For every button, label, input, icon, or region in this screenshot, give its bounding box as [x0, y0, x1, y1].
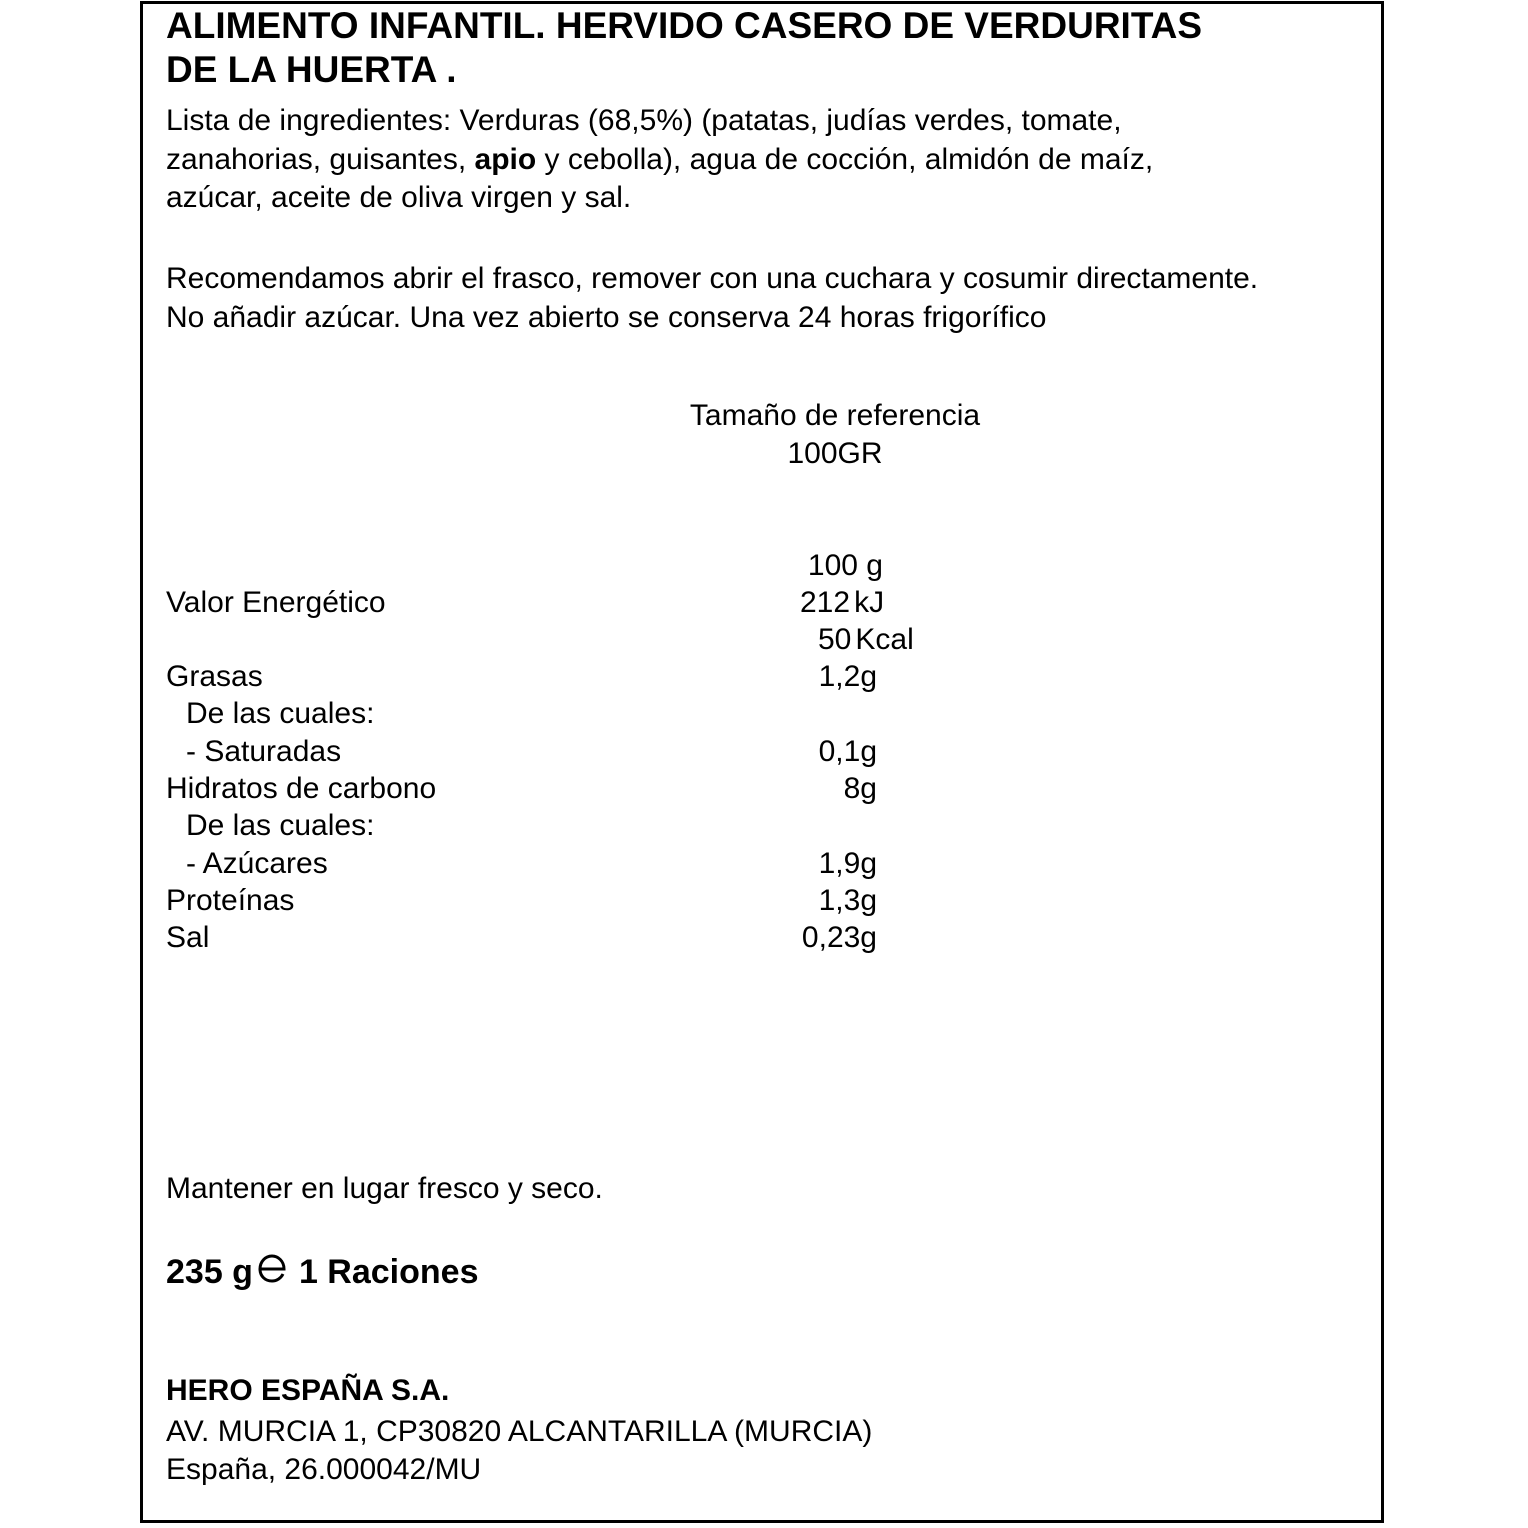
energy-kcal — [818, 621, 914, 658]
reference-size-value: 100GR — [787, 437, 883, 470]
product-title — [166, 4, 1202, 92]
usage-recommendation — [166, 260, 1258, 337]
carbs-of-which-label: De las cuales: — [186, 809, 375, 842]
company-registry: España, 26.000042/MU — [166, 1453, 482, 1486]
protein-label: Proteínas — [166, 884, 295, 917]
nutrition-column-header: 100 g — [807, 549, 883, 582]
ingredients-line2-start: zanahorias, guisantes, — [166, 142, 475, 176]
energy-kj — [800, 584, 884, 621]
saturated-value: 0,1g — [818, 735, 877, 768]
fat-label: Grasas — [166, 660, 263, 693]
salt-value: 0,23g — [801, 921, 877, 954]
ingredients-list — [166, 102, 1153, 218]
fat-of-which-label: De las cuales: — [186, 697, 375, 730]
estimated-e-mark-icon — [255, 1251, 289, 1293]
energy-kj-value: 212 — [800, 586, 851, 619]
carbs-value: 8g — [843, 772, 877, 805]
company-name: HERO ESPAÑA S.A. — [166, 1374, 450, 1407]
fat-value: 1,2g — [818, 660, 877, 693]
ingredients-line1: Lista de ingredientes: Verduras (68,5%) (patatas, judías verdes, tomate, — [166, 104, 1122, 137]
ingredients-line2-end: y cebolla), agua de cocción, almidón de maíz, — [536, 142, 1154, 176]
servings-count: 1 Raciones — [298, 1253, 479, 1291]
ingredients-line3: azúcar, aceite de oliva virgen y sal. — [166, 181, 632, 214]
recommendation-line1: Recomendamos abrir el frasco, remover con una cuchara y cosumir directamente. — [166, 262, 1259, 295]
company-address: AV. MURCIA 1, CP30820 ALCANTARILLA (MURCIA) — [166, 1415, 873, 1448]
saturated-label: - Saturadas — [186, 735, 342, 768]
sugars-value: 1,9g — [818, 847, 877, 880]
storage-instructions: Mantener en lugar fresco y seco. — [166, 1172, 603, 1205]
product-title-line2: DE LA HUERTA . — [166, 49, 457, 90]
carbs-label: Hidratos de carbono — [166, 772, 437, 805]
company-address-block — [166, 1413, 872, 1489]
net-quantity — [166, 1251, 478, 1293]
ingredients-line2 — [166, 141, 1153, 180]
net-weight: 235 g — [166, 1253, 253, 1291]
energy-kcal-value: 50 — [818, 623, 852, 656]
allergen-text: apio — [474, 142, 537, 176]
product-title-line1: ALIMENTO INFANTIL. HERVIDO CASERO DE VERDURITAS — [166, 5, 1203, 46]
energy-label: Valor Energético — [166, 586, 386, 619]
protein-value: 1,3g — [818, 884, 877, 917]
sugars-label: - Azúcares — [186, 847, 328, 880]
energy-kj-unit: kJ — [854, 586, 885, 619]
reference-size-label: Tamaño de referencia — [689, 399, 981, 432]
recommendation-line2: No añadir azúcar. Una vez abierto se conserva 24 horas frigorífico — [166, 300, 1047, 334]
energy-kcal-unit: Kcal — [855, 623, 914, 656]
salt-label: Sal — [166, 921, 210, 954]
